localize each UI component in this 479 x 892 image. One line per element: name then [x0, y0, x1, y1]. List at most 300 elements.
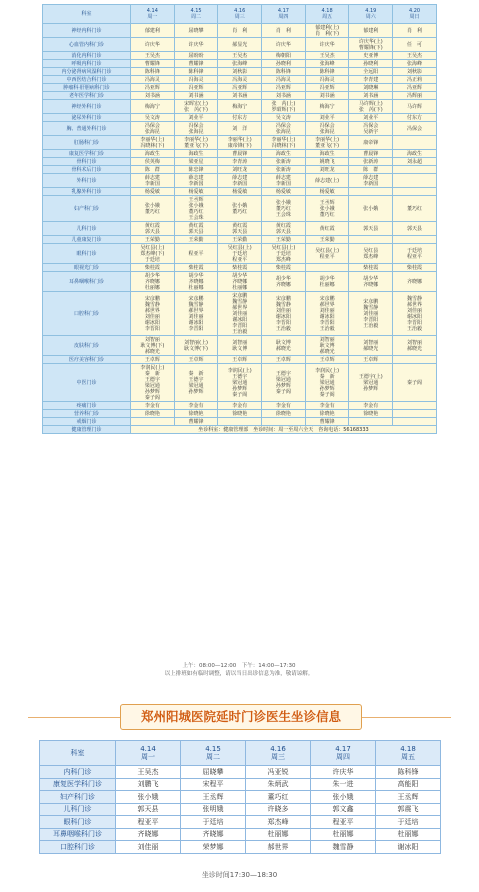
doctor-name: 李润民(上) — [227, 367, 252, 374]
doctor-cell — [305, 158, 349, 166]
doctor-name: 张新涛 — [363, 158, 379, 165]
doctor-cell — [131, 426, 437, 434]
doctor-name: 刘智丽(上) — [184, 339, 208, 346]
doctor-cell — [131, 272, 175, 292]
doctor-cell — [218, 84, 262, 92]
dept-name: 乳腺外科门诊 — [43, 188, 131, 196]
doctor-cell — [349, 174, 393, 188]
doctor-cell — [393, 38, 437, 52]
doctor-name: 杜丽娜 — [319, 281, 335, 288]
doctor-cell — [131, 402, 175, 410]
doctor-cell — [305, 264, 349, 272]
doctor-name: 杨爱敏 — [319, 188, 335, 195]
doctor-name: 张 芮(下) — [358, 106, 383, 113]
doctor-name: 许庆华 — [275, 41, 291, 48]
doctor-name: 宋晖宏(上) — [184, 100, 208, 107]
doctor-cell — [305, 60, 349, 68]
doctor-name: 梁冠通 — [188, 382, 204, 389]
doctor-name: 薛志建 — [363, 174, 379, 181]
doctor-name: 刘 洋 — [232, 125, 248, 132]
doctor-name: 冯亚辉 — [144, 84, 160, 91]
doctor-cell — [131, 122, 175, 136]
doctor-cell — [305, 52, 349, 60]
doctor-cell — [393, 92, 437, 100]
doctor-cell — [131, 100, 175, 114]
doctor-cell — [349, 236, 393, 244]
doctor-name: 董巧红 — [407, 205, 423, 212]
doctor-name: 李金有 — [188, 402, 204, 409]
doctor-cell — [262, 92, 306, 100]
doctor-cell — [174, 150, 218, 158]
doctor-cell — [349, 100, 393, 114]
doctor-name: 郑杰峰(下) — [140, 250, 165, 257]
doctor-cell — [393, 188, 437, 196]
doctor-name: 胡少华 — [363, 275, 379, 282]
doctor-cell — [393, 68, 437, 76]
doctor-cell — [305, 236, 349, 244]
doctor-cell — [131, 336, 175, 356]
doctor-name: 秦子阁 — [407, 379, 423, 386]
doctor-name: 屈盼盼 — [188, 52, 204, 59]
doctor-name — [131, 419, 174, 425]
doctor-cell — [262, 188, 306, 196]
doctor-name: 刘佳丽 — [232, 310, 248, 317]
doctor-name: 谢冰阳 — [232, 316, 248, 323]
doctor-name — [262, 419, 305, 425]
doctor-name: 李金有 — [319, 402, 335, 409]
dept-name: 健康管理门诊 — [43, 426, 131, 434]
doctor-cell — [305, 38, 349, 52]
doctor-name: 于廷培 — [232, 250, 248, 257]
dept-name: 耳鼻咽喉科门诊 — [40, 828, 116, 841]
doctor-name: 王会珠 — [275, 211, 291, 218]
doctor-name: 郝世界 — [246, 841, 311, 854]
doctor-name — [349, 419, 392, 425]
doctor-name: 胡少华 — [275, 275, 291, 282]
doctor-cell — [393, 136, 437, 150]
doctor-name: 郭天县 — [188, 228, 204, 235]
doctor-name: 杨爱敏 — [232, 188, 248, 195]
dept-name: 泌尿外科门诊 — [43, 114, 131, 122]
doctor-cell — [174, 418, 218, 426]
doctor-name: 王卓辉 — [188, 356, 204, 363]
doctor-cell — [218, 236, 262, 244]
doctor-name: 冯海灵 — [232, 76, 248, 83]
doctor-name: 李青涛 — [232, 158, 248, 165]
doctor-cell — [131, 418, 175, 426]
dept-name: 耳鼻咽喉科门诊 — [43, 272, 131, 292]
doctor-name: 吴红县(上) — [227, 244, 252, 251]
doctor-name: 齐晓娜 — [363, 281, 379, 288]
doctor-name: 张新涛 — [275, 166, 291, 173]
doctor-name: 黄红霞 — [188, 222, 204, 229]
dept-name: 皮肤科门诊 — [43, 336, 131, 356]
doctor-name: 徐晓艳 — [319, 410, 335, 417]
doctor-name: 宋彦鹏 — [144, 295, 160, 302]
doctor-name: 李丽华(上) — [184, 136, 208, 143]
doctor-name: 康帝锋(下) — [227, 142, 252, 149]
doctor-cell — [174, 60, 218, 68]
doctor-cell — [174, 336, 218, 356]
notice-line: 以上排班如有临时调整，请以当日出诊信息为准，敬请谅解。 — [164, 671, 314, 677]
dept-name: 骨科术后门诊 — [43, 166, 131, 174]
doctor-name — [393, 189, 436, 195]
doctor-cell — [349, 410, 393, 418]
doctor-name: 郑杰峰 — [246, 816, 311, 829]
doctor-name: 齐晓娜 — [144, 278, 160, 285]
doctor-cell — [393, 166, 437, 174]
doctor-cell — [349, 76, 393, 84]
doctor-name: 李金有 — [363, 402, 379, 409]
schedule-row — [43, 68, 437, 76]
doctor-cell — [174, 166, 218, 174]
doctor-name: 魏雪静 — [275, 301, 291, 308]
doctor-name: 刘佳丽 — [116, 841, 181, 854]
doctor-cell — [393, 60, 437, 68]
doctor-cell — [131, 196, 175, 222]
doctor-name: 耿文博(下) — [184, 345, 208, 352]
doctor-name: 刘智丽 — [407, 339, 423, 346]
evening-row — [40, 803, 441, 816]
doctor-cell — [218, 264, 262, 272]
doctor-name: 王荣勤 — [319, 236, 335, 243]
header-day — [349, 5, 393, 24]
doctor-name — [393, 167, 436, 173]
doctor-name — [393, 140, 436, 146]
schedule-row — [43, 166, 437, 174]
header-day — [305, 5, 349, 24]
doctor-name: 秦 新 — [319, 373, 335, 380]
doctor-name — [349, 237, 392, 243]
day-week: 周五 — [401, 753, 415, 761]
doctor-cell — [393, 196, 437, 222]
doctor-cell — [262, 166, 306, 174]
day-date: 4.17 — [277, 8, 289, 14]
doctor-cell — [393, 222, 437, 236]
doctor-cell — [218, 38, 262, 52]
doctor-name: 魏雪静 — [311, 841, 376, 854]
evening-row — [40, 778, 441, 791]
doctor-name: 柴桂霞 — [188, 264, 204, 271]
doctor-name: 柴桂霞 — [144, 264, 160, 271]
doctor-name: 谢冰阳 — [319, 313, 335, 320]
doctor-name: 曹晨锋 — [363, 150, 379, 157]
day-date: 4.15 — [190, 8, 202, 14]
header-day — [393, 5, 437, 24]
doctor-name: 宋彦鹏 — [188, 295, 204, 302]
evening-row — [40, 816, 441, 829]
doctor-name: 孙梦辉 — [363, 385, 379, 392]
doctor-cell — [262, 136, 306, 150]
doctor-cell — [262, 264, 306, 272]
dept-name: 妇产科门诊 — [43, 196, 131, 222]
day-date: 4.16 — [270, 744, 286, 753]
evening-header-day — [311, 741, 376, 766]
doctor-name: 刘业平 — [319, 114, 335, 121]
doctor-cell — [305, 76, 349, 84]
doctor-cell — [393, 150, 437, 158]
doctor-name: 冯保会 — [144, 122, 160, 129]
doctor-cell — [305, 418, 349, 426]
doctor-cell — [218, 166, 262, 174]
doctor-name: 张海昆 — [319, 128, 335, 135]
doctor-name: 郝晓光 — [407, 345, 423, 352]
doctor-name: 刘书涵 — [275, 92, 291, 99]
doctor-cell — [262, 364, 306, 402]
doctor-name: 张海昆 — [144, 128, 160, 135]
doctor-name: 谢冰阳 — [376, 841, 441, 854]
doctor-name: 曹耀锋 — [188, 418, 204, 425]
doctor-name: 王治毅 — [275, 325, 291, 332]
doctor-cell — [131, 292, 175, 336]
doctor-cell — [131, 24, 175, 38]
doctor-name: 全远阳 — [363, 68, 379, 75]
doctor-name: 杨爱敏 — [188, 188, 204, 195]
doctor-name: 刘佳丽 — [319, 307, 335, 314]
doctor-cell — [305, 84, 349, 92]
doctor-name: 郝显光 — [232, 41, 248, 48]
doctor-cell — [131, 158, 175, 166]
doctor-name: 刘书涵 — [232, 92, 248, 99]
schedule-row — [43, 236, 437, 244]
doctor-name: 曹晨锋 — [232, 150, 248, 157]
doctor-cell — [262, 52, 306, 60]
doctor-name: 郭文鑫 — [311, 803, 376, 816]
doctor-name: 杨爱敏 — [144, 188, 160, 195]
doctor-name: 耿文博 — [275, 339, 291, 346]
doctor-name: 屈晓攀 — [181, 766, 246, 779]
doctor-name: 于廷培 — [407, 247, 423, 254]
doctor-cell — [393, 410, 437, 418]
doctor-cell — [131, 150, 175, 158]
doctor-name: 吴红县 — [363, 247, 379, 254]
doctor-cell — [393, 174, 437, 188]
dept-name: 肛肠科门诊 — [43, 136, 131, 150]
doctor-name: 李晋阳 — [144, 325, 160, 332]
doctor-name: 张小娥 — [188, 202, 204, 209]
doctor-cell — [393, 244, 437, 264]
doctor-name: 王卓辉 — [232, 356, 248, 363]
doctor-cell — [262, 84, 306, 92]
doctor-name: 李新国 — [363, 180, 379, 187]
doctor-name: 李晋阳 — [407, 319, 423, 326]
doctor-cell — [174, 24, 218, 38]
dept-name: 口腔科门诊 — [40, 841, 116, 854]
hours-note — [42, 662, 436, 678]
doctor-cell — [262, 60, 306, 68]
schedule-row — [43, 92, 437, 100]
dept-name: 儿科门诊 — [40, 803, 116, 816]
evening-schedule — [39, 740, 440, 854]
doctor-name: 梅朝阳 — [275, 52, 291, 59]
day-week: 周二 — [206, 753, 220, 761]
doctor-name: 谢冰阳 — [407, 313, 423, 320]
doctor-name: 刘智丽 — [232, 339, 248, 346]
doctor-name: 郝世界 — [407, 301, 423, 308]
doctor-name: 刘佳丽 — [275, 307, 291, 314]
doctor-name: 李丽华(上) — [271, 136, 296, 143]
doctor-cell — [305, 68, 349, 76]
daytime-schedule-table — [42, 4, 437, 434]
doctor-name: 海政生 — [407, 150, 423, 157]
doctor-name: 刘佳丽 — [144, 313, 160, 320]
doctor-name: 魏雪静 — [363, 304, 379, 311]
day-week: 周二 — [191, 14, 202, 20]
doctor-cell — [305, 166, 349, 174]
doctor-cell — [349, 38, 393, 52]
doctor-cell — [131, 356, 175, 364]
doctor-name: 张小娥 — [116, 791, 181, 804]
doctor-cell — [393, 100, 437, 114]
doctor-cell — [393, 418, 437, 426]
doctor-name: 柴桂霞 — [363, 264, 379, 271]
doctor-cell — [349, 136, 393, 150]
doctor-cell — [131, 114, 175, 122]
doctor-cell — [262, 76, 306, 84]
doctor-name: 肖 利 — [275, 27, 291, 34]
doctor-name: 魏雪静 — [188, 301, 204, 308]
dept-name: 医疗美容科门诊 — [43, 356, 131, 364]
header-day — [262, 5, 306, 24]
doctor-cell — [393, 264, 437, 272]
doctor-cell — [393, 76, 437, 84]
doctor-name: 杜丽娜 — [311, 828, 376, 841]
doctor-name: 许晓多 — [246, 803, 311, 816]
doctor-cell — [131, 52, 175, 60]
doctor-name: 王卓辉 — [144, 356, 160, 363]
doctor-cell — [218, 272, 262, 292]
dept-name: 神经内科门诊 — [43, 24, 131, 38]
schedule-row — [43, 292, 437, 336]
evening-schedule-table — [39, 740, 441, 854]
dept-name: 儿科门诊 — [43, 222, 131, 236]
doctor-name: 许庆华(上) — [358, 38, 383, 45]
doctor-name: 王荣勤 — [232, 236, 248, 243]
doctor-name: 郁建利 — [144, 27, 160, 34]
doctor-name: 谢冰阳 — [144, 319, 160, 326]
doctor-name: 张小娥 — [275, 199, 291, 206]
doctor-cell — [393, 336, 437, 356]
dept-name: 康复医学科门诊 — [43, 150, 131, 158]
schedule-row — [43, 174, 437, 188]
doctor-name: 孙晓利 — [275, 60, 291, 67]
doctor-name: 程亚平 — [116, 816, 181, 829]
doctor-name: 冯保会 — [188, 122, 204, 129]
doctor-cell — [218, 24, 262, 38]
doctor-cell — [131, 236, 175, 244]
doctor-name: 王治毅 — [407, 325, 423, 332]
dept-name: 儿童康复门诊 — [43, 236, 131, 244]
doctor-cell — [262, 410, 306, 418]
doctor-name: 刘书涵 — [188, 92, 204, 99]
doctor-name: 耿文博 — [232, 345, 248, 352]
doctor-cell — [174, 188, 218, 196]
doctor-cell — [262, 272, 306, 292]
doctor-name: 陈科锋 — [319, 68, 335, 75]
doctor-name: 冯保会 — [275, 122, 291, 129]
doctor-name: 张 芮(上) — [271, 100, 296, 107]
doctor-cell — [131, 364, 175, 402]
doctor-name: 于廷培 — [144, 256, 160, 263]
doctor-name: 刘智丽 — [144, 336, 160, 343]
schedule-row — [43, 158, 437, 166]
doctor-name: 黄红霞 — [232, 222, 248, 229]
doctor-cell — [131, 188, 175, 196]
doctor-cell — [262, 222, 306, 236]
dept-name: 神经外科门诊 — [43, 100, 131, 114]
doctor-name — [393, 403, 436, 409]
doctor-name: 刘佳丽 — [363, 310, 379, 317]
doctor-name: 吴红县(上) — [140, 244, 165, 251]
doctor-name: 王吴杰 — [232, 52, 248, 59]
doctor-cell — [349, 150, 393, 158]
doctor-name: 刘旺龙 — [232, 166, 248, 173]
doctor-name: 魏雪静 — [232, 298, 248, 305]
doctor-cell — [305, 356, 349, 364]
schedule-row — [43, 38, 437, 52]
doctor-cell — [393, 236, 437, 244]
doctor-name: 李晋阳 — [188, 325, 204, 332]
doctor-name — [393, 178, 436, 184]
doctor-cell — [349, 336, 393, 356]
doctor-name: 刘鹏飞 — [116, 778, 181, 791]
doctor-name: 屈晓攀 — [188, 27, 204, 34]
doctor-cell — [262, 418, 306, 426]
doctor-cell — [393, 24, 437, 38]
doctor-name: 冯亚辉 — [275, 84, 291, 91]
doctor-name: 冯海灵 — [188, 76, 204, 83]
doctor-name: 冯亚辉 — [407, 84, 423, 91]
doctor-name: 杜丽娜 — [232, 284, 248, 291]
doctor-cell — [393, 158, 437, 166]
dept-name: 口腔科门诊 — [43, 292, 131, 336]
doctor-name: 李新国 — [144, 180, 160, 187]
doctor-name: 耿文博 — [319, 342, 335, 349]
doctor-name: 曹耀锋 — [144, 60, 160, 67]
doctor-name: 薛志建 — [275, 174, 291, 181]
doctor-name: 刘书涵 — [144, 92, 160, 99]
doctor-name: 程亚平 — [407, 253, 423, 260]
doctor-name: 孙晓利 — [363, 60, 379, 67]
doctor-cell — [262, 38, 306, 52]
doctor-name: 薛志建 — [232, 174, 248, 181]
doctor-cell — [393, 122, 437, 136]
doctor-name: 梁冠通 — [363, 379, 379, 386]
doctor-name: 董亚飞(下) — [315, 142, 340, 149]
doctor-name: 罗昭辉(下) — [271, 106, 296, 113]
doctor-cell — [174, 100, 218, 114]
schedule-row — [43, 100, 437, 114]
doctor-cell — [174, 264, 218, 272]
doctor-name: 胡少华 — [144, 272, 160, 279]
doctor-cell — [349, 52, 393, 60]
doctor-name: 史亚博 — [363, 52, 379, 59]
doctor-name: 董巧红 — [319, 211, 335, 218]
doctor-cell — [349, 122, 393, 136]
doctor-name: 柴桂霞 — [232, 264, 248, 271]
doctor-cell — [174, 402, 218, 410]
doctor-name: 梁冠通 — [144, 382, 160, 389]
dept-name: 中医门诊 — [43, 364, 131, 402]
doctor-cell — [131, 68, 175, 76]
doctor-name: 董巧红 — [144, 208, 160, 215]
doctor-name: 郭震飞 — [376, 803, 441, 816]
doctor-cell — [131, 410, 175, 418]
doctor-cell — [262, 196, 306, 222]
doctor-name: 李晋阳 — [319, 319, 335, 326]
doctor-cell — [305, 196, 349, 222]
evening-header-day — [376, 741, 441, 766]
